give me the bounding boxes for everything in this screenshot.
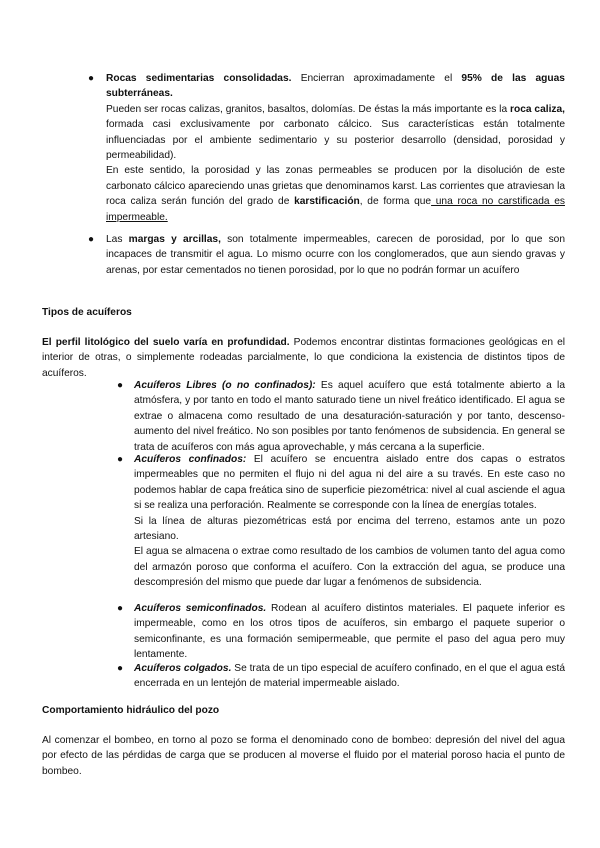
paragraph-rocas-sedimentarias: Rocas sedimentarias consolidadas. Encierran aproximadamente el 95% de las aguas subterráneas. Pueden ser rocas calizas, granitos, basaltos, dolomías. De éstas la más importante es la roca caliza, formada casi exclusivamente por carbonato cálcico. Sus características están totalmente influenciadas por el ambiente sedimentario y su posterior desarrollo (densidad, porosidad y permeabilidad). En este sentido, la porosidad y las zonas permeables se producen por la disolución de este carbonato cálcico apareciendo unas grietas que denominamos karst. Las corrientes que atraviesan la roca caliza serán función del grado de karstificación, de forma que una roca no carstificada es impermeable.: [106, 73, 565, 223]
karstificacion-term: karstificación: [294, 196, 360, 208]
bullet-marker: ●: [117, 454, 124, 465]
list-item-acuiferos-confinados: Acuíferos confinados: El acuífero se encuentra aislado entre dos capas o estratos impermeables que no permiten el flujo ni del agua ni del aire a su través. En este caso no podemos hablar de capa freática sino de superficie piezométrica: nivel al cual asciende el agua si se realiza una perforación. Realmente se corresponde con la línea de energías totales. Si la línea de alturas piezométricas está por encima del terreno, estamos ante un pozo artesiano. El agua se almacena o extrae como resultado de los cambios de volumen tanto del agua como del armazón poroso que conforma el acuífero. Con la extracción del agua, se produce una descompresión del mismo que puede dar lugar a fenómenos de subsidencia.: [134, 454, 566, 589]
perfil-litologico-title: El perfil litológico del suelo varía en profundidad.: [42, 337, 290, 348]
margas-arcillas-term: margas y arcillas,: [128, 234, 221, 245]
paragraph-cono-bombeo: Al comenzar el bombeo, en torno al pozo se forma el denominado cono de bombeo: depresión del nivel del agua por efecto de las pérdidas de carga que se producen al moverse el fluido por el material poroso hacia el punto de bombeo.: [42, 735, 565, 777]
paragraph-margas-arcillas: Las margas y arcillas, son totalmente impermeables, carecen de porosidad, por lo que son incapaces de transmitir el agua. Lo mismo ocurre con los conglomerados, que aun siendo gravas y arenas, por estar cementados no tienen porosidad, por lo que no podrán formar un acuífero: [106, 234, 565, 276]
percentage-highlight: 95% de las aguas subterráneas.: [106, 73, 565, 100]
list-item-acuiferos-colgados: Acuíferos colgados. Se trata de un tipo especial de acuífero confinado, en el que el agua está encerrada en un lentejón de material impermeable aislado.: [134, 663, 565, 690]
acuiferos-libres-title: Acuíferos Libres (o no confinados):: [134, 380, 316, 391]
acuiferos-confinados-title: Acuíferos confinados:: [134, 454, 247, 465]
heading-tipos-acuiferos: Tipos de acuíferos: [42, 307, 132, 318]
bullet-marker: ●: [117, 663, 124, 674]
acuiferos-colgados-title: Acuíferos colgados.: [134, 663, 232, 674]
bullet-marker: ●: [117, 380, 124, 391]
paragraph-perfil-litologico: El perfil litológico del suelo varía en profundidad. Podemos encontrar distintas formaciones geológicas en el interior de otras, o simplemente rodeadas parcialmente, lo que condiciona la existencia de distintos tipos de acuíferos.: [42, 337, 565, 379]
list-item-acuiferos-semiconfinados: Acuíferos semiconfinados. Rodean al acuífero distintos materiales. El paquete inferior es impermeable, como en los otros tipos de acuíferos, sin embargo el paquete superior o semiconfinante, es una formación semipermeable, que permite el paso del agua pero muy lentamente.: [134, 603, 565, 661]
bullet-marker: ●: [88, 234, 95, 245]
bullet-marker: ●: [88, 73, 95, 84]
bullet-marker: ●: [117, 603, 124, 614]
acuiferos-semiconfinados-title: Acuíferos semiconfinados.: [134, 603, 267, 614]
underlined-statement: una roca no carstificada es impermeable.: [106, 196, 565, 223]
list-item-acuiferos-libres: Acuíferos Libres (o no confinados): Es aquel acuífero que está totalmente abierto a la atmósfera, y por tanto en todo el manto saturado tiene un nivel freático identificado. El agua se extrae o almacena como resultado de una desaturación-saturación y por tanto, descenso-aumento del nivel freático. No son posibles por tanto fenómenos de subsidencia. En general se trata de acuíferos con más agua aprovechable, y más cercana a la superficie.: [134, 380, 565, 453]
heading-comportamiento-pozo: Comportamiento hidráulico del pozo: [42, 705, 220, 716]
roca-caliza-term: roca caliza,: [510, 103, 565, 115]
rocas-sedimentarias-title: Rocas sedimentarias consolidadas.: [106, 73, 292, 84]
